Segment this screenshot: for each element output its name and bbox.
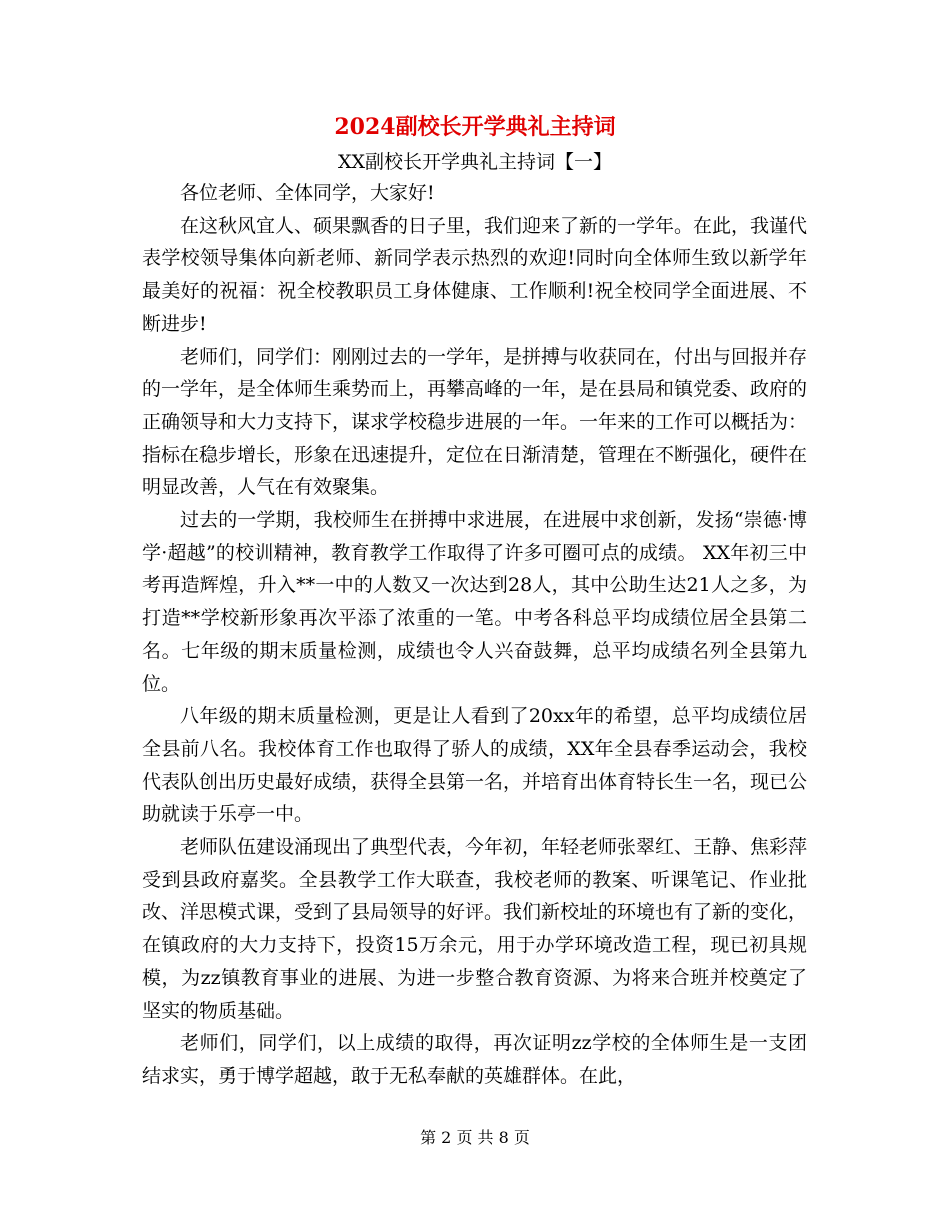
document-body	[142, 177, 807, 1093]
paragraph: 八年级的期末质量检测，更是让人看到了20xx年的希望，总平均成绩位居全县前八名。我校体育工作也取得了骄人的成绩，XX年全县春季运动会，我校代表队创出历史最好成绩，获得全县第一名，并培育出体育特长生一名，现已公助就读于乐亭一中。	[142, 705, 808, 826]
document-title: 2024副校长开学典礼主持词	[334, 114, 616, 140]
document-subtitle: XX副校长开学典礼主持词【一】	[337, 151, 613, 173]
paragraph: 各位老师、全体同学，大家好!	[180, 182, 435, 204]
page-footer: 第 2 页 共 8 页	[420, 1128, 530, 1147]
paragraph: 老师们，同学们：刚刚过去的一学年，是拼搏与收获同在，付出与回报并存的一学年，是全体师生乘势而上，再攀高峰的一年，是在县局和镇党委、政府的正确领导和大力支持下，谋求学校稳步进展的一年。一年来的工作可以概括为：指标在稳步增长，形象在迅速提升，定位在日渐清楚，管理在不断强化，硬件在明显改善，人气在有效聚集。	[142, 345, 808, 499]
paragraph: 在这秋风宜人、硕果飘香的日子里，我们迎来了新的一学年。在此，我谨代表学校领导集体向新老师、新同学表示热烈的欢迎!同时向全体师生致以新学年最美好的祝福：祝全校教职员工身体健康、工作顺利!祝全校同学全面进展、不断进步!	[142, 214, 808, 335]
paragraph: 老师们，同学们，以上成绩的取得，再次证明zz学校的全体师生是一支团结求实，勇于博学超越，敢于无私奉献的英雄群体。在此，	[142, 1032, 807, 1087]
paragraph: 过去的一学期，我校师生在拼搏中求进展，在进展中求创新，发扬“崇德·博学·超越”的校训精神，教育教学工作取得了许多可圈可点的成绩。 XX年初三中考再造辉煌，升入**一中的人数又一次达到28人，其中公助生达21人之多，为打造**学校新形象再次平添了浓重的一笔。中考各科总平均成绩位居全县第二名。七年级的期末质量检测，成绩也令人兴奋鼓舞，总平均成绩名列全县第九位。	[142, 509, 807, 695]
paragraph: 老师队伍建设涌现出了典型代表，今年初，年轻老师张翠红、王静、焦彩萍受到县政府嘉奖。全县教学工作大联查，我校老师的教案、听课笔记、作业批改、洋思模式课，受到了县局领导的好评。我们新校址的环境也有了新的变化，在镇政府的大力支持下，投资15万余元，用于办学环境改造工程，现已初具规模，为zz镇教育事业的进展、为进一步整合教育资源、为将来合班并校奠定了坚实的物质基础。	[142, 836, 808, 1022]
